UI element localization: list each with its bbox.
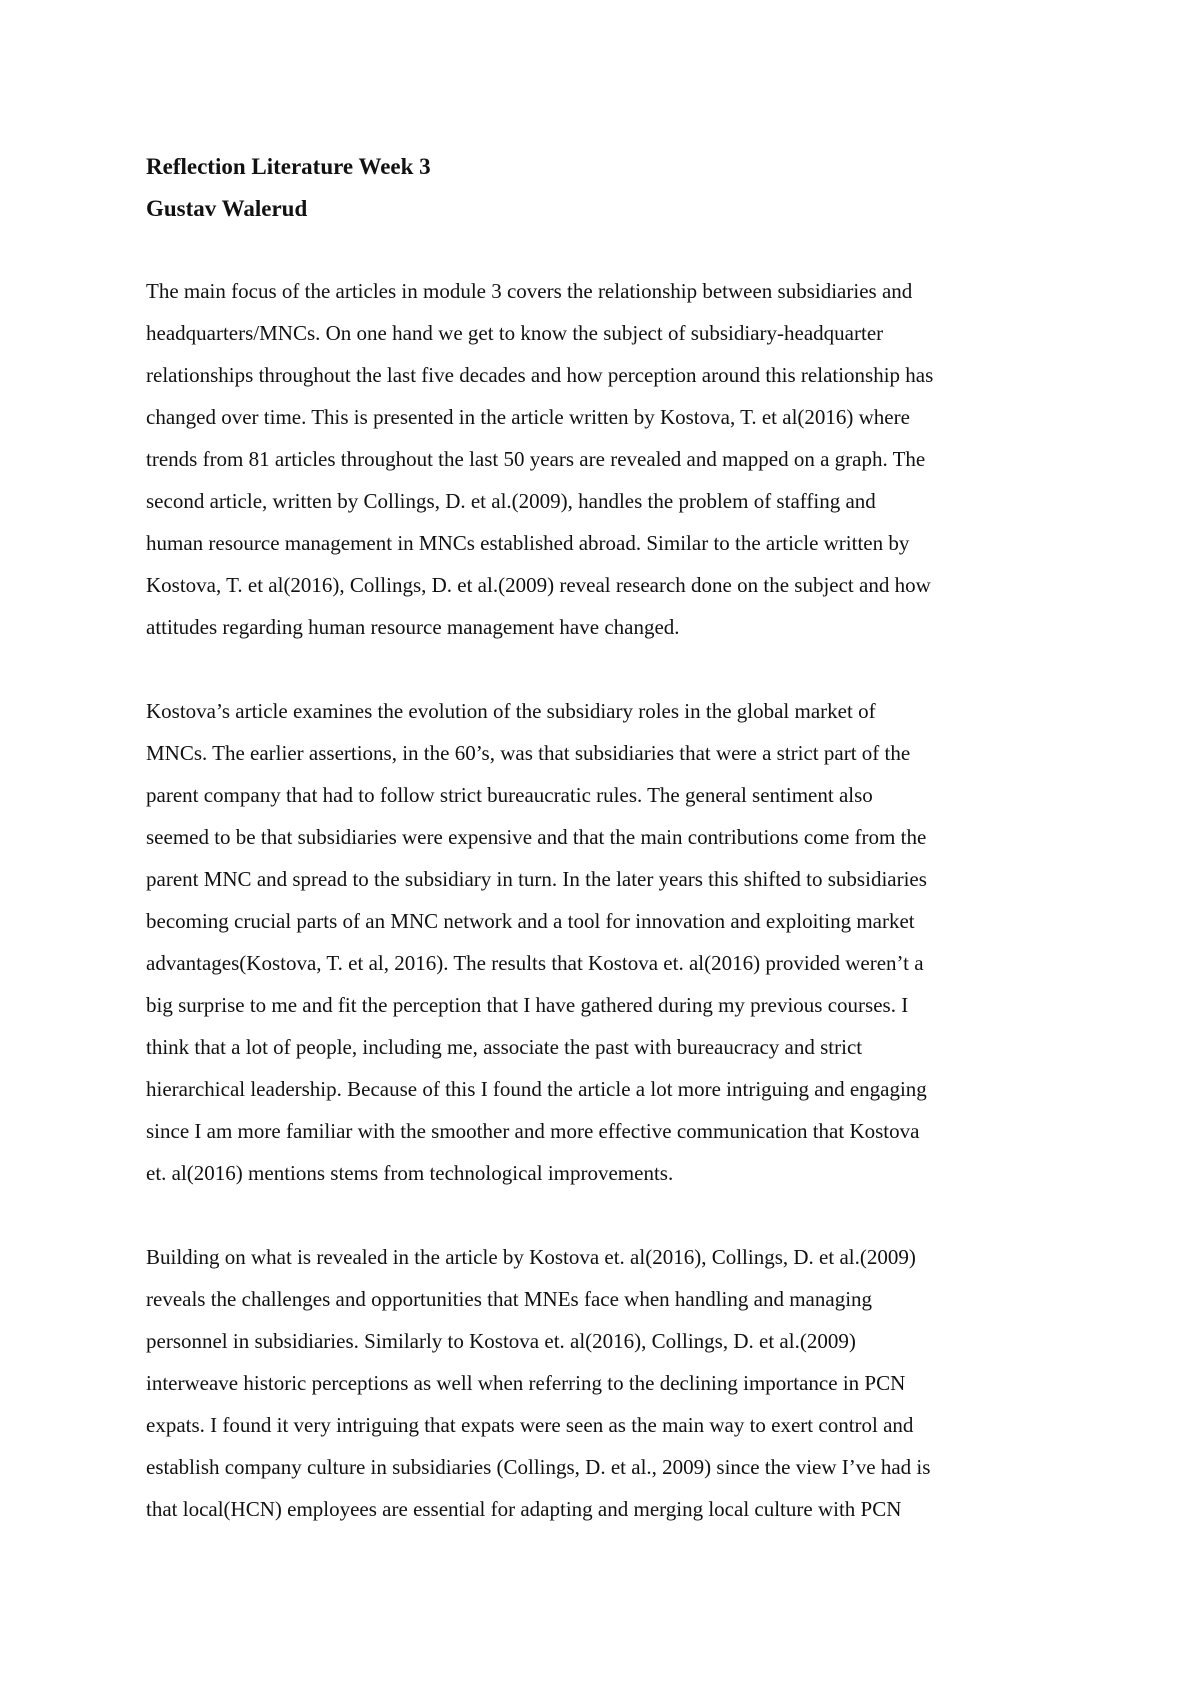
paragraph-line: Building on what is revealed in the article by Kostova et. al(2016), Collings, D. et al.(2009) [146,1245,916,1269]
paragraph-line: personnel in subsidiaries. Similarly to Kostova et. al(2016), Collings, D. et al.(2009) [146,1329,856,1353]
paragraph-line: trends from 81 articles throughout the last 50 years are revealed and mapped on a graph. The [146,447,926,471]
document-author: Gustav Walerud [146,196,308,221]
paragraph-line: since I am more familiar with the smoother and more effective communication that Kostova [146,1119,920,1143]
paragraph-line: that local(HCN) employees are essential for adapting and merging local culture with PCN [146,1497,902,1521]
paragraph-2 [146,690,1066,1194]
document-body [146,146,1066,1530]
paragraph-line: hierarchical leadership. Because of this I found the article a lot more intriguing and engaging [146,1077,927,1101]
paragraph-line: reveals the challenges and opportunities that MNEs face when handling and managing [146,1287,873,1311]
paragraph-line: big surprise to me and fit the perception that I have gathered during my previous courses. I [146,993,909,1017]
paragraph-line: MNCs. The earlier assertions, in the 60’s, was that subsidiaries that were a strict part of the [146,741,911,765]
paragraph-line: Kostova’s article examines the evolution of the subsidiary roles in the global market of [146,699,876,723]
paragraph-line: changed over time. This is presented in the article written by Kostova, T. et al(2016) where [146,405,910,429]
paragraph-1 [146,270,1066,648]
paragraph-line: expats. I found it very intriguing that expats were seen as the main way to exert control and [146,1413,914,1437]
paragraph-line: seemed to be that subsidiaries were expensive and that the main contributions come from the [146,825,927,849]
paragraph-line: think that a lot of people, including me, associate the past with bureaucracy and strict [146,1035,863,1059]
paragraph-line: second article, written by Collings, D. et al.(2009), handles the problem of staffing and [146,489,876,513]
paragraph-line: advantages(Kostova, T. et al, 2016). The results that Kostova et. al(2016) provided weren’t a [146,951,924,975]
paragraph-line: establish company culture in subsidiaries (Collings, D. et al., 2009) since the view I’ve had is [146,1455,931,1479]
paragraph-line: attitudes regarding human resource management have changed. [146,615,680,639]
paragraph-line: et. al(2016) mentions stems from technological improvements. [146,1161,674,1185]
paragraph-line: The main focus of the articles in module 3 covers the relationship between subsidiaries and [146,279,913,303]
paragraph-line: parent company that had to follow strict bureaucratic rules. The general sentiment also [146,783,873,807]
paragraph-line: relationships throughout the last five decades and how perception around this relationship has [146,363,934,387]
paragraph-3 [146,1236,1066,1530]
paragraph-line: becoming crucial parts of an MNC network and a tool for innovation and exploiting market [146,909,915,933]
paragraph-line: Kostova, T. et al(2016), Collings, D. et al.(2009) reveal research done on the subject and how [146,573,931,597]
paragraph-line: interweave historic perceptions as well when referring to the declining importance in PCN [146,1371,906,1395]
paragraph-line: human resource management in MNCs established abroad. Similar to the article written by [146,531,910,555]
paragraph-line: headquarters/MNCs. On one hand we get to know the subject of subsidiary-headquarter [146,321,884,345]
document-title: Reflection Literature Week 3 [146,154,431,179]
paragraph-line: parent MNC and spread to the subsidiary in turn. In the later years this shifted to subsidiaries [146,867,927,891]
